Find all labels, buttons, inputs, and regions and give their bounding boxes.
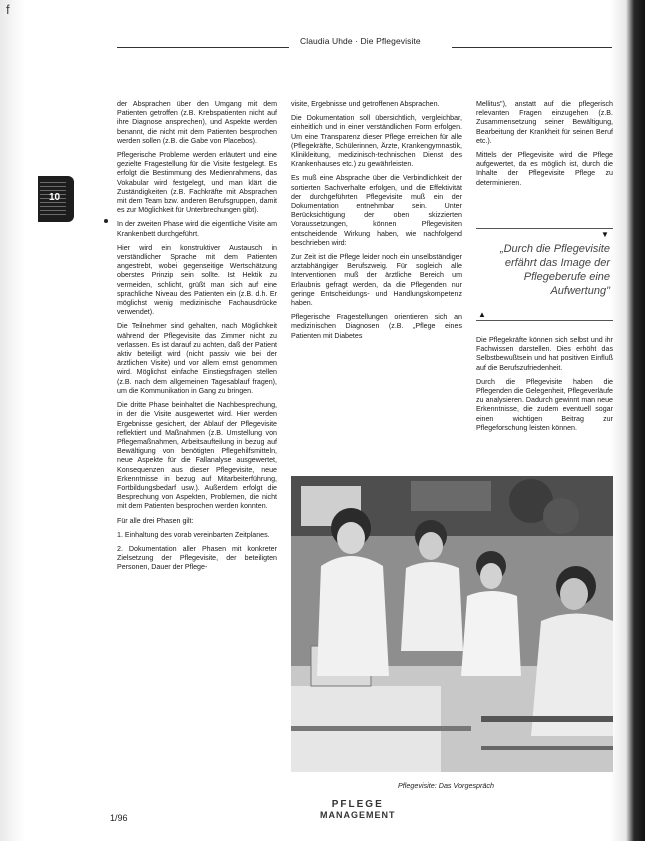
paragraph: Die Dokumentation soll übersichtlich, vergleichbar, einheitlich und in einer verständlichen Form erfolgen. Um eine Transparenz dieser Pflege erreichen für alle (Pflegekräfte, Schülerinnen, Ärzte, Krankengymnastik, Klinikleitung, medizinisch-technischen Dienst des Krankenhauses etc.) zu gewährleisten. — [291, 114, 462, 169]
text-column-1 — [117, 100, 277, 578]
header-rule-left — [117, 47, 289, 48]
page-corner-mark: f — [6, 2, 10, 17]
paragraph: der Absprachen über den Umgang mit dem Patienten getroffen (z.B. Krebspatienten nicht auf ihre Diagnose ansprechen), und Aspekte werden benannt, die nicht mit dem Patienten besprochen werden sollen (z.B. die Gabe von Placebos). — [117, 100, 277, 145]
pull-quote-text: „Durch die Pflegevisite erfährt das Image der Pflegeberufe eine Aufwertung" — [499, 243, 610, 297]
text-column-3-lower — [476, 336, 613, 438]
photo-illustration — [291, 476, 613, 772]
photo-caption: Pflegevisite: Das Vorgespräch — [398, 781, 495, 790]
paragraph: Zur Zeit ist die Pflege leider noch ein unselbständiger arztabhängiger Berufszweig. Für sogleich alle Interventionen muß der ärztliche Bereich um Erlaubnis gefragt werden, da die Pflegenden nur geringe Entscheidungs- und Handlungskompetenz haben. — [291, 253, 462, 308]
section-tab-number: 10 — [49, 192, 61, 203]
quote-rule-top — [476, 228, 613, 229]
paragraph: Es muß eine Absprache über die Verbindlichkeit der sortierten Sachverhalte erfolgen, und die Effektivität der durchgeführten Pflegevisite muß ein der Dokumentation entnehmbar sein. Unter Berücksichtigung der oben skizzierten Voraussetzungen, können Pflegevisiten entscheidende Wirkung haben, wie nachfolgend beschrieben wird: — [291, 174, 462, 247]
paragraph: Die Pflegekräfte können sich selbst und ihr Fachwissen darstellen. Dies erhöht das Selbstbewußtsein und hat positiven Einfluß auf die Berufszufriedenheit. — [476, 336, 613, 372]
paragraph: Pflegerische Probleme werden erläutert und eine gezielte Fragestellung für die Visite festgelegt. Es erfolgt die Bestimmung des Medienrahmens, das Vokabular wird festgelegt, und man klärt die Zuständigkeiten (z.B. Fachkräfte mit Absprachen mit dem Team bzw. anderen Berufsgruppen, damit es zur Möglichkeit für Unterbrechungen gibt). — [117, 151, 277, 215]
paragraph: Für alle drei Phasen gilt: — [117, 516, 194, 525]
paragraph: Mellitus"), anstatt auf die pflegerisch relevanten Fragen einzugehen (z.B. Zusammensetzung seiner Bewältigung, Bearbeitung der Krankheit für seinen Beruf etc.). — [476, 100, 613, 145]
text-column-3 — [476, 100, 613, 193]
quote-rule-bottom — [476, 320, 613, 321]
page-number: 1/96 — [110, 813, 128, 823]
paragraph: Mittels der Pflegevisite wird die Pflege aufgewertet, da es möglich ist, durch die Inhalte der Pflegevisite Pflege zu determinieren. — [476, 151, 613, 187]
triangle-up-icon: ▲ — [478, 310, 486, 319]
paragraph: visite, Ergebnisse und getroffenen Absprachen. — [291, 100, 440, 108]
paragraph: Durch die Pflegevisite haben die Pflegenden die Gelegenheit, Pflegeverläufe zu analysieren. Dadurch gewinnt man neue Erkenntnisse, die zudem eventuell sogar einen wichtigen Beitrag zur Pflegeforschung leisten können. — [476, 377, 613, 432]
paragraph: In der zweiten Phase wird die eigentliche Visite am Krankenbett durchgeführt. — [117, 220, 277, 238]
paragraph: Die dritte Phase beinhaltet die Nachbesprechung, in der die Visite ausgewertet wird. Hier werden Ergebnisse gesichert, der Ablauf der Pflegevisite reflektiert und Maßnahmen (z.B. Umstellung von Pflegemaßnahmen, Arbeitsaufteilung in bezug auf Bewältigung von benötigten Pflegehilfsmitteln, neue Aspekte für die Fallanalyse ausgewertet, Konsequenzen aus dieser Pflegevisite, neue Erkenntnisse in bezug auf Mitarbeiterführung, Fortbildungsbedarf usw.). Außerdem erfolgt die Besprechung von Aspekten, Problemen, die nicht mit dem Patienten besprochen werden konnten. — [117, 401, 277, 511]
logo-line-1: PFLEGE — [331, 799, 384, 810]
logo-line-2: MANAGEMENT — [320, 810, 396, 820]
text-column-2 — [291, 100, 462, 346]
list-item: 2. Dokumentation aller Phasen mit konkreter Zielsetzung der Pflegevisite, der beteiligten Personen, Dauer der Pflege- — [117, 544, 277, 572]
pull-quote — [476, 228, 613, 326]
paragraph: Hier wird ein konstruktiver Austausch in verständlicher Sprache mit dem Patienten angestrebt, wobei gegenseitige Wertschätzung oberstes Prinzip sein sollte. Ist Hektik zu vermeiden, schlicht, grüßt man sich auf eine sprachliche Niveau des Patienten ein (z.B. d.h. Er möglichst wenig medizinische Fachausdrücke verwendet). — [117, 243, 277, 317]
list-item: 1. Einhaltung des vorab vereinbarten Zeitplanes. — [117, 530, 270, 539]
paragraph: Pflegerische Fragestellungen orientieren sich an medizinischen Diagnosen (z.B. „Pflege eines Patienten mit Diabetes — [291, 313, 462, 340]
running-header: Claudia Uhde · Die Pflegevisite — [300, 36, 421, 46]
magazine-logo — [320, 799, 396, 820]
paragraph: Die Teilnehmer sind gehalten, nach Möglichkeit während der Pflegevisite das Zimmer nicht zu verlassen. Es ist darauf zu achten, daß der Patient aktiv beteiligt wird (nicht passiv wie bei der ärztlichen Visite) und vor allem ernst genommen wird. Möglichst einfache Einstiegsfragen stellen (z.B. nach dem allgemeinen Tagesablauf fragen), um die Kommunikation in Gang zu bringen. — [117, 322, 277, 395]
triangle-down-icon: ▼ — [601, 230, 609, 239]
photo-nurses-at-bedside — [291, 476, 613, 772]
header-rule-right — [452, 47, 612, 48]
margin-dot — [104, 219, 108, 223]
